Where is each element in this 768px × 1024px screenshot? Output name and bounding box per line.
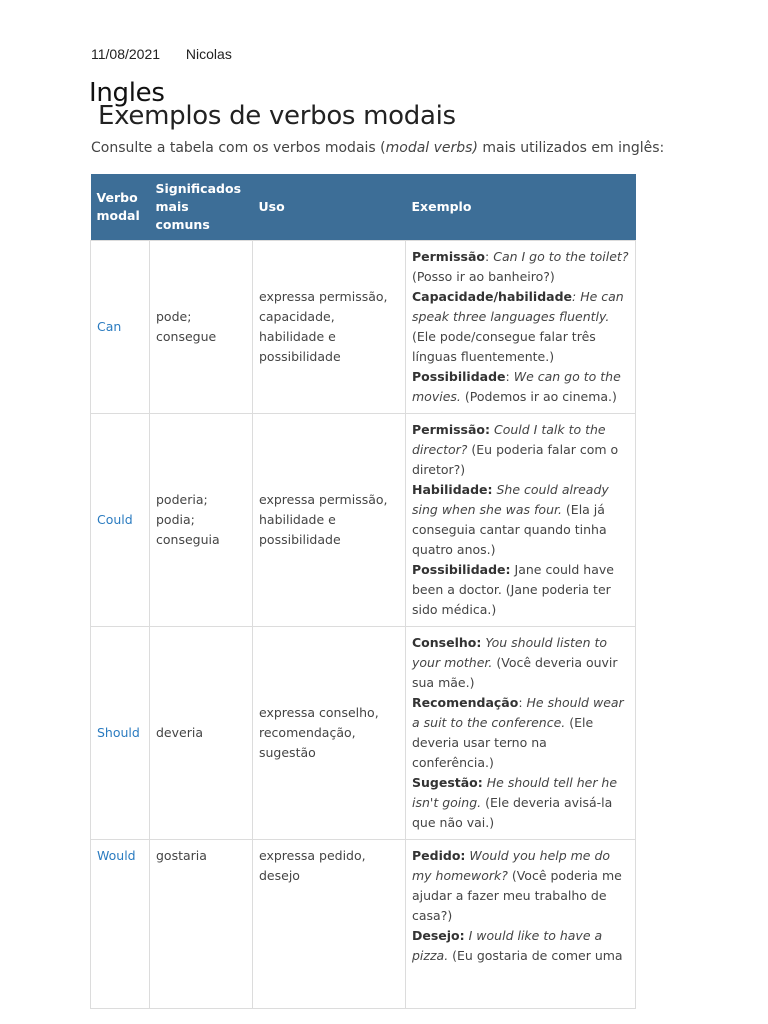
example-translation: (Você deveria ouvir sua mãe.) xyxy=(412,655,618,690)
example-sentence: I would like to have a pizza. xyxy=(412,928,603,963)
example-cell xyxy=(406,840,636,1009)
subject-title: Ingles xyxy=(89,78,165,108)
example-label: Permissão: xyxy=(412,422,491,437)
example-translation: (Você poderia me ajudar a fazer meu trabalho de casa?) xyxy=(412,868,622,923)
header-meaning: Significados mais comuns xyxy=(150,174,253,241)
table-body xyxy=(91,241,636,1009)
usage-cell: expressa permissão, habilidade e possibilidade xyxy=(253,414,406,627)
example-label: Desejo: xyxy=(412,928,465,943)
intro-italic: modal verbs) xyxy=(385,140,478,156)
example-label: Permissão xyxy=(412,249,486,264)
example-sep: : xyxy=(485,249,494,264)
verb-cell[interactable]: Can xyxy=(91,241,150,414)
table-row xyxy=(91,241,636,414)
example-content xyxy=(412,633,629,833)
example-sentence: We can go to the movies. xyxy=(412,369,621,404)
date-text: 11/08/2021 xyxy=(91,46,161,62)
example-cell xyxy=(406,414,636,627)
modal-verbs-table xyxy=(90,174,636,1009)
header-usage: Uso xyxy=(253,174,406,241)
meaning-cell: poderia; podia; conseguia xyxy=(150,414,253,627)
table-row xyxy=(91,840,636,1009)
example-translation: (Ela já conseguia cantar quando tinha quatro anos.) xyxy=(412,502,607,557)
example-label: Capacidade/habilidade xyxy=(412,289,573,304)
example-label: Habilidade: xyxy=(412,482,493,497)
example-sentence: Would you help me do my homework? xyxy=(412,848,611,883)
intro-after: mais utilizados em inglês: xyxy=(477,140,665,156)
usage-cell: expressa conselho, recomendação, sugestão xyxy=(253,627,406,840)
example-sep: : xyxy=(505,369,514,384)
example-label: Conselho: xyxy=(412,635,482,650)
example-cell xyxy=(406,241,636,414)
example-sentence: : He can speak three languages fluently. xyxy=(412,289,624,324)
example-sentence: Could I talk to the director? xyxy=(412,422,606,457)
example-label: Possibilidade xyxy=(412,369,506,384)
example-sep: : xyxy=(518,695,527,710)
example-content xyxy=(412,846,629,1002)
verb-cell[interactable]: Should xyxy=(91,627,150,840)
intro-before: Consulte a tabela com os verbos modais ( xyxy=(91,140,386,156)
example-translation: (Eu gostaria de comer uma xyxy=(448,948,623,963)
example-content xyxy=(412,247,629,407)
example-translation: Jane could have been a doctor. (Jane poderia ter sido médica.) xyxy=(412,562,614,617)
verb-cell[interactable]: Could xyxy=(91,414,150,627)
header-example: Exemplo xyxy=(406,174,636,241)
usage-cell: expressa pedido, desejo xyxy=(253,840,406,1009)
usage-cell: expressa permissão, capacidade, habilidade e possibilidade xyxy=(253,241,406,414)
example-translation: (Ele pode/consegue falar três línguas fluentemente.) xyxy=(412,329,596,364)
example-content xyxy=(412,420,629,620)
meaning-cell: pode; consegue xyxy=(150,241,253,414)
author-text: Nicolas xyxy=(185,46,232,62)
meaning-cell: gostaria xyxy=(150,840,253,1009)
example-sentence: He should wear a suit to the conference. xyxy=(412,695,624,730)
verb-cell[interactable]: Would xyxy=(91,840,150,1009)
example-translation: (Podemos ir ao cinema.) xyxy=(460,389,617,404)
intro-text xyxy=(91,140,664,156)
header-verb: Verbo modal xyxy=(91,174,150,241)
meaning-cell: deveria xyxy=(150,627,253,840)
document-meta xyxy=(91,46,232,62)
example-cell xyxy=(406,627,636,840)
table-row xyxy=(91,414,636,627)
example-sentence: He should tell her he isn't going. xyxy=(412,775,618,810)
example-label: Possibilidade: xyxy=(412,562,511,577)
page-title: Exemplos de verbos modais xyxy=(98,101,456,131)
example-translation: (Ele deveria avisá-la que não vai.) xyxy=(412,795,613,830)
example-sentence: Can I go to the toilet? xyxy=(493,249,629,264)
example-translation: (Eu poderia falar com o diretor?) xyxy=(412,442,619,477)
example-sentence: You should listen to your mother. xyxy=(412,635,608,670)
table-header-row xyxy=(91,174,636,241)
example-translation: (Ele deveria usar terno na conferência.) xyxy=(412,715,594,770)
table-row xyxy=(91,627,636,840)
example-label: Sugestão: xyxy=(412,775,483,790)
example-label: Recomendação xyxy=(412,695,519,710)
example-label: Pedido: xyxy=(412,848,466,863)
example-translation: (Posso ir ao banheiro?) xyxy=(412,269,555,284)
example-sentence: She could already sing when she was four. xyxy=(412,482,609,517)
